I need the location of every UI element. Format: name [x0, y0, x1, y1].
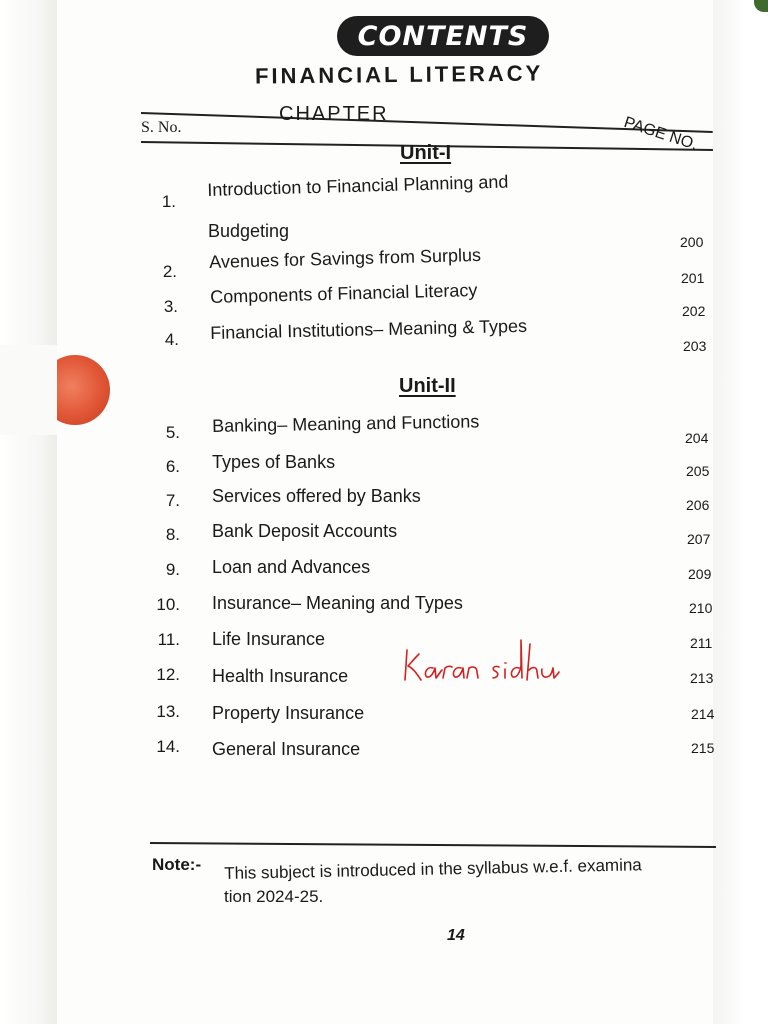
entry-sno: 13.	[156, 702, 180, 721]
page-edge	[0, 345, 57, 435]
entry-page: 203	[683, 338, 707, 354]
note-label: Note:-	[152, 855, 202, 874]
entry-page: 200	[680, 234, 704, 250]
entry-page: 206	[686, 497, 710, 513]
page-margin-right	[713, 0, 768, 1024]
entry-page: 205	[686, 463, 710, 479]
entry-sno: 14.	[156, 737, 180, 756]
handwritten-signature	[401, 636, 561, 696]
note-text: This subject is introduced in the syllabus w.e.f. examina	[224, 855, 642, 883]
page-gutter	[0, 0, 57, 1024]
entry-sno: 10.	[156, 595, 180, 614]
entry-title: Banking– Meaning and Functions	[212, 411, 480, 436]
entry-sno: 3.	[163, 297, 178, 316]
entry-title: Services offered by Banks	[212, 486, 421, 506]
entry-title-continued: Budgeting	[208, 221, 290, 241]
entry-title: Introduction to Financial Planning and	[207, 171, 509, 200]
entry-title: Components of Financial Literacy	[210, 280, 478, 307]
entry-page: 201	[681, 270, 705, 286]
note-rule	[150, 842, 716, 848]
entry-sno: 7.	[165, 491, 180, 510]
column-header-page: PAGE NO.	[621, 114, 700, 154]
entry-page: 215	[691, 740, 715, 756]
entry-sno: 8.	[165, 525, 180, 544]
entry-title: Financial Institutions– Meaning & Types	[210, 315, 528, 343]
entry-title: Loan and Advances	[212, 557, 371, 577]
entry-title: Types of Banks	[212, 452, 336, 472]
entry-title: Avenues for Savings from Surplus	[209, 244, 482, 272]
entry-sno: 12.	[156, 665, 180, 684]
entry-page: 202	[682, 303, 706, 319]
entry-title: Life Insurance	[212, 629, 326, 649]
entry-sno: 6.	[165, 457, 180, 476]
unit-heading: Unit-I	[400, 142, 452, 164]
note-text-continued: tion 2024-25.	[224, 887, 324, 906]
entry-page: 211	[690, 635, 713, 651]
entry-page: 214	[691, 706, 715, 722]
entry-sno: 9.	[165, 560, 180, 579]
page-number: 14	[447, 927, 465, 944]
contents-badge-label: CONTENTS	[357, 20, 529, 52]
entry-sno: 11.	[157, 630, 180, 649]
subject-title: FINANCIAL LITERACY	[254, 60, 544, 89]
entry-title: Insurance– Meaning and Types	[212, 593, 463, 613]
entry-page: 207	[687, 531, 711, 547]
entry-page: 213	[690, 670, 714, 686]
entry-sno: 2.	[162, 262, 177, 281]
unit-heading: Unit-II	[399, 375, 456, 397]
entry-sno: 4.	[164, 330, 179, 349]
entry-title: General Insurance	[212, 739, 361, 759]
entry-page: 204	[685, 430, 709, 446]
contents-badge	[337, 16, 549, 56]
entry-page: 210	[689, 600, 713, 616]
entry-title: Bank Deposit Accounts	[212, 521, 398, 541]
entry-page: 209	[688, 566, 712, 582]
entry-title: Health Insurance	[212, 666, 349, 686]
column-header-chapter: CHAPTER	[279, 103, 389, 125]
entry-sno: 1.	[161, 192, 176, 211]
entry-title: Property Insurance	[212, 703, 365, 723]
column-header-sno: S. No.	[141, 119, 182, 136]
entry-sno: 5.	[165, 423, 180, 442]
